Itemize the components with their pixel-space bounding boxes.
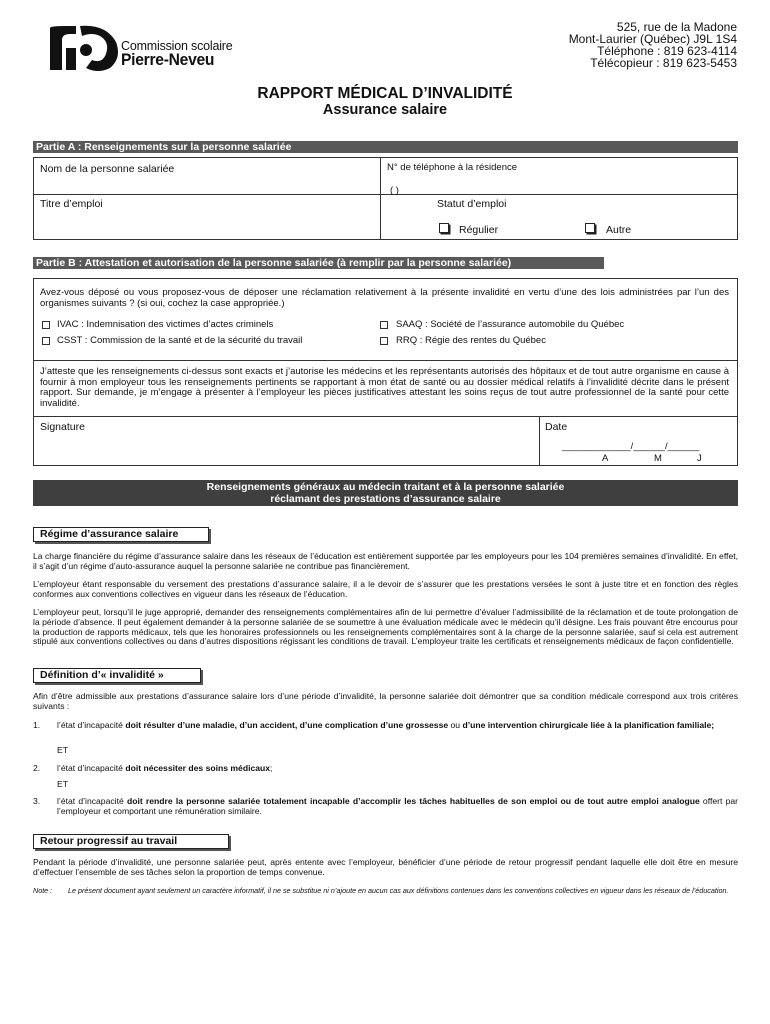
regime-paragraph-3: L’employeur peut, lorsqu’il le juge approprié, demander des renseignements complémentaires afin de lui permettre d’évaluer l’admissibilité de la réclamation et de toute prolongation de la période d’absence. Il peut également demander à la personne salariée de se soumettre à une évaluation médicale avec le médecin qu’il désigne. Les frais pouvant être encourus pour la production de rapports médicaux, tels que les honoraires professionnels ou les renseignements complémentaires sont à la charge de la personne salariée, sauf si cela est autrement stipulé aux conventions collectives ou dans d’autres dispositions régissant les conditions de travail. L’employeur traite les certificats et renseignements médicaux de façon confidentielle.: [33, 607, 738, 647]
signature-field[interactable]: [42, 434, 532, 462]
claim-question: Avez-vous déposé ou vous proposez-vous de déposer une réclamation relativement à la présente invalidité en vertu d’une des lois administrées par l’un des organismes suivants ? (si oui, cochez la case appropriée.): [40, 287, 729, 309]
saaq-label: SAAQ : Société de l’assurance automobile du Québec: [396, 319, 625, 330]
job-title-field[interactable]: [42, 212, 376, 236]
phone-area-code[interactable]: ( ): [390, 185, 399, 196]
general-info-heading-line1: Renseignements généraux au médecin traitant et à la personne salariée: [206, 481, 565, 493]
divider: [33, 416, 738, 417]
employment-status-label: Statut d’emploi: [437, 198, 507, 210]
definition-heading: Définition d’« invalidité »: [33, 668, 201, 683]
phone-line: Téléphone : 819 623-4114: [597, 44, 737, 58]
and-connector: ET: [57, 745, 68, 755]
part-a-heading: Partie A : Renseignements sur la personne salariée: [33, 141, 738, 153]
and-connector: ET: [57, 779, 68, 789]
csst-checkbox[interactable]: [42, 337, 50, 345]
date-year-label: A: [602, 453, 609, 464]
note-text: Le présent document ayant seulement un caractère informatif, il ne se substitue ni n’ajoute en aucun cas aux définitions contenues dans les conventions collectives en vigueur dans les réseaux de l’éducation.: [68, 886, 729, 895]
divider: [539, 416, 540, 466]
criterion-number: 2.: [33, 763, 41, 773]
address-line: 525, rue de la Madone: [616, 20, 737, 34]
date-field[interactable]: _____________/______/______: [562, 441, 700, 452]
attestation-text: J’atteste que les renseignements ci-dessus sont exacts et j’autorise les médecins et les représentants autorisés des hôpitaux et de tout autre organisme en cause à fournir à mon employeur tous les renseignements pertinents se rapportant à mon état de santé ou au dossier médical relatifs à l’invalidité décrite dans le présent rapport. Sur demande, je m’engage à présenter à l’employeur les pièces justificatives attestant les soins reçus de tout autre professionnel de la santé pour cette invalidité.: [40, 366, 729, 409]
date-label: Date: [545, 421, 568, 433]
criterion-1: l’état d’incapacité doit résulter d’une maladie, d’un accident, d’une complication d’une grossesse ou d’une intervention chirurgicale liée à la planification familiale;: [57, 720, 715, 730]
ivac-label: IVAC : Indemnisation des victimes d’actes criminels: [57, 319, 274, 330]
document-subtitle: Assurance salaire: [322, 102, 448, 118]
criterion-number: 3.: [33, 796, 41, 806]
regime-paragraph-2: L’employeur étant responsable du versement des prestations d’assurance salaire, il a le devoir de s’assurer que les prestations versées le sont à juste titre et en fonction des règles conformes aux conventions collectives en vigueur dans les réseaux de l’éducation.: [33, 579, 738, 599]
date-day-label: J: [697, 453, 702, 464]
retour-paragraph: Pendant la période d’invalidité, une personne salariée peut, après entente avec l’employeur, bénéficier d’une période de retour progressif pendant laquelle elle doit être en mesure d’effectuer l’ensemble de ses tâches selon la proportion de temps convenue.: [33, 857, 738, 877]
home-phone-label: N° de téléphone à la résidence: [387, 162, 518, 173]
date-month-label: M: [654, 453, 662, 464]
criterion-number: 1.: [33, 720, 41, 730]
retour-heading: Retour progressif au travail: [33, 834, 229, 849]
org-name-line1: Commission scolaire: [121, 39, 233, 53]
rrq-checkbox[interactable]: [380, 337, 388, 345]
document-title: RAPPORT MÉDICAL D’INVALIDITÉ: [257, 85, 513, 102]
ivac-checkbox[interactable]: [42, 321, 50, 329]
note-label: Note :: [33, 886, 53, 895]
employee-name-label: Nom de la personne salariée: [40, 163, 175, 175]
regular-label: Régulier: [459, 224, 499, 236]
commission-logo: [46, 22, 126, 72]
part-b-heading: Partie B : Attestation et autorisation de la personne salariée (à remplir par la personne salariée): [33, 257, 604, 269]
general-info-heading-line2: réclamant des prestations d’assurance salaire: [270, 493, 501, 505]
signature-label: Signature: [40, 421, 85, 433]
divider: [33, 194, 738, 195]
other-label: Autre: [606, 224, 632, 236]
csst-label: CSST : Commission de la santé et de la sécurité du travail: [57, 335, 303, 346]
regular-checkbox[interactable]: [439, 223, 449, 233]
employee-name-field[interactable]: [42, 176, 376, 192]
fax-line: Télécopieur : 819 623-5453: [590, 56, 737, 70]
rrq-label: RRQ : Régie des rentes du Québec: [396, 335, 546, 346]
org-name-line2: Pierre-Neveu: [121, 50, 215, 69]
address-line: Mont-Laurier (Québec) J9L 1S4: [568, 32, 737, 46]
job-title-label: Titre d’emploi: [40, 198, 103, 210]
saaq-checkbox[interactable]: [380, 321, 388, 329]
other-checkbox[interactable]: [585, 223, 595, 233]
criterion-2: l’état d’incapacité doit nécessiter des soins médicaux;: [57, 763, 273, 773]
regime-heading: Régime d’assurance salaire: [33, 527, 209, 542]
definition-intro: Afin d’être admissible aux prestations d’assurance salaire lors d’une période d’invalidité, la personne salariée doit démontrer que sa condition médicale correspond aux trois critères suivants :: [33, 691, 738, 711]
divider: [33, 360, 738, 361]
criterion-3: l’état d’incapacité doit rendre la personne salariée totalement incapable d’accomplir les tâches habituelles de son emploi ou de tout autre emploi analogue offert par l’employeur et comportant une rémunération similaire.: [57, 796, 738, 816]
divider: [380, 157, 381, 240]
regime-paragraph-1: La charge financière du régime d’assurance salaire dans les réseaux de l’éducation est entièrement supportée par les employeurs pour les 104 premières semaines d’invalidité. En effet, il s’agit d’un régime d’auto-assurance auquel la personne salariée ne contribue pas financièrement.: [33, 551, 738, 571]
